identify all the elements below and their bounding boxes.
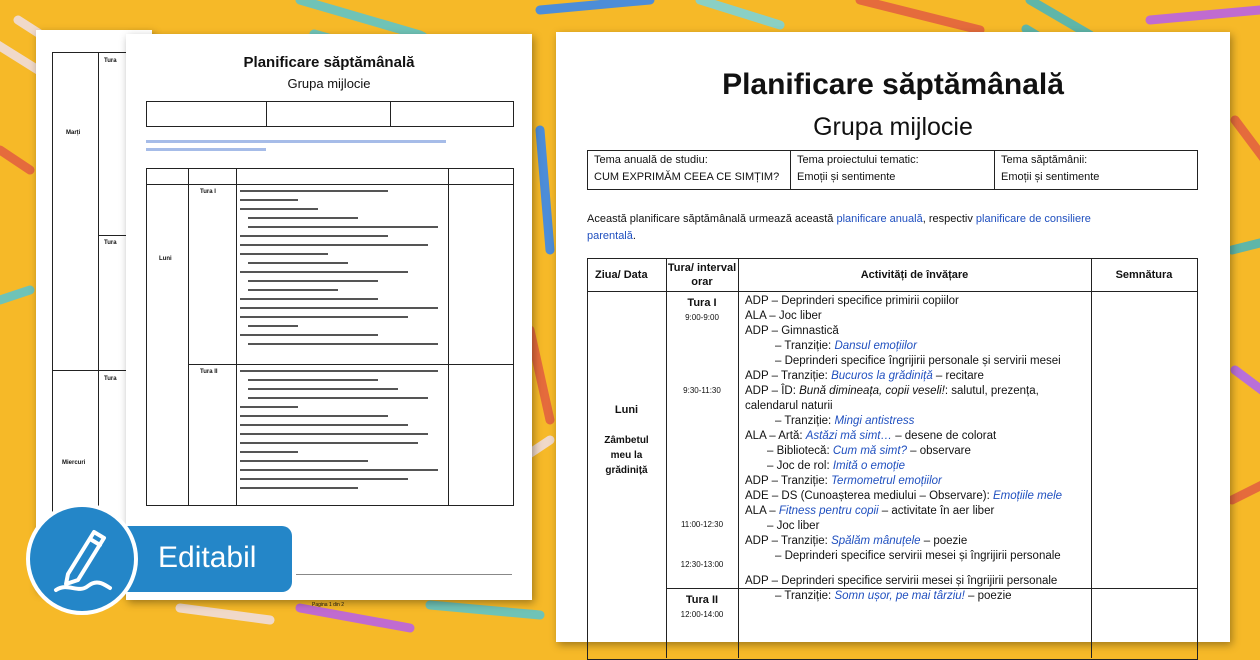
theme-value: CUM EXPRIMĂM CEEA CE SIMȚIM?: [594, 171, 780, 183]
activity-line: – Deprinderi specifice servirii mesei și îngrijirii personale: [775, 550, 1061, 562]
page-title: Planificare săptămânală: [722, 68, 1064, 101]
header-activities: Activități de învățare: [860, 269, 969, 281]
activity-line: ADP – Deprinderi specifice primirii copiilor: [745, 295, 959, 307]
back-tura-label: Tura: [104, 58, 117, 64]
theme-label: Tema săptămânii:: [1001, 154, 1088, 166]
time-interval: 12:30-13:00: [680, 560, 724, 569]
middle-page: [126, 34, 532, 608]
activity-line: ADE – DS (Cunoașterea mediului – Observare): Emoțiile mele: [745, 490, 1063, 502]
activity-line: – Joc liber: [767, 520, 820, 532]
activity-line: ALA – Fitness pentru copii – activitate în aer liber: [745, 505, 995, 517]
day-theme: Zâmbetul: [604, 435, 649, 446]
page-footer: Pagina 1 din 2: [312, 602, 344, 608]
annual-plan-link[interactable]: planificare anuală: [836, 213, 923, 225]
pen-icon: [48, 522, 118, 598]
time-interval: 12:00-14:00: [680, 610, 724, 619]
day-theme: grădiniță: [605, 465, 648, 476]
page-title: Planificare săptămânală: [243, 54, 415, 71]
editable-label: Editabil: [158, 541, 257, 574]
activities-text-lines: [238, 188, 446, 498]
time-interval: 9:00-9:00: [685, 313, 719, 322]
back-tura-label: Tura: [104, 376, 117, 382]
activity-line: ADP – Tranziție: Termometrul emoțiilor: [745, 475, 942, 487]
activities-list: [745, 294, 1062, 604]
theme-label: Tema anuală de studiu:: [594, 154, 708, 166]
activity-line: – Bibliotecă: Cum mă simt? – observare: [767, 445, 971, 457]
header-day: Ziua/ Data: [595, 269, 648, 281]
day-label: Luni: [159, 256, 172, 262]
day-theme: meu la: [610, 450, 643, 461]
day-label: Luni: [614, 404, 639, 416]
activity-line: ADP – Gimnastică: [745, 325, 839, 337]
activity-line: ADP – ÎD: Bună dimineața, copii veseli!: salutul, prezența,: [745, 385, 1039, 397]
theme-value: Emoții și sentimente: [1001, 171, 1100, 183]
header-time: Tura/ interval orar: [667, 262, 737, 288]
tura-label: Tura I: [687, 297, 717, 309]
activity-line: ADP – Tranziție: Spălăm mânuțele – poezie: [745, 535, 968, 547]
activity-line: – Tranziție: Dansul emoțiilor: [775, 340, 917, 352]
intro-text-2: parentală.: [587, 230, 636, 242]
tura-label: Tura II: [685, 594, 719, 606]
time-interval: 11:00-12:30: [680, 520, 724, 529]
time-interval: 9:30-11:30: [683, 386, 721, 395]
back-day-label: Miercuri: [62, 460, 86, 466]
activity-line: ALA – Joc liber: [745, 310, 822, 322]
back-tura-label: Tura: [104, 240, 117, 246]
parental-plan-link[interactable]: planificare de consiliere: [975, 213, 1091, 225]
front-page: [556, 32, 1230, 642]
theme-label: Tema proiectului tematic:: [797, 154, 919, 166]
header-signature: Semnătura: [1115, 269, 1173, 281]
intro-text: Această planificare săptămânală urmează această planificare anuală, respectiv planificare de consiliere: [587, 213, 1091, 225]
tura-label: Tura II: [200, 369, 218, 375]
page-subtitle: Grupa mijlocie: [813, 113, 973, 141]
activity-line: ALA – Artă: Astăzi mă simt… – desene de colorat: [745, 430, 997, 442]
activity-line: calendarul naturii: [745, 400, 833, 412]
tura-label: Tura I: [200, 189, 216, 195]
activity-line: – Joc de rol: Imită o emoție: [767, 460, 906, 472]
activity-line: ADP – Tranziție: Bucuros la grădiniță – recitare: [745, 370, 984, 382]
theme-box: [146, 101, 514, 127]
activity-line: – Tranziție: Somn ușor, pe mai târziu! – poezie: [775, 590, 1012, 602]
page-subtitle: Grupa mijlocie: [287, 76, 371, 91]
activity-line: ADP – Deprinderi specifice servirii mesei și îngrijirii personale: [745, 575, 1058, 587]
activity-line: – Tranziție: Mingi antistress: [775, 415, 915, 427]
back-day-label: Marți: [66, 130, 81, 136]
theme-value: Emoții și sentimente: [797, 171, 896, 183]
parental-plan-link[interactable]: parentală: [587, 230, 633, 242]
activity-line: – Deprinderi specifice îngrijirii personale și servirii mesei: [775, 355, 1061, 367]
